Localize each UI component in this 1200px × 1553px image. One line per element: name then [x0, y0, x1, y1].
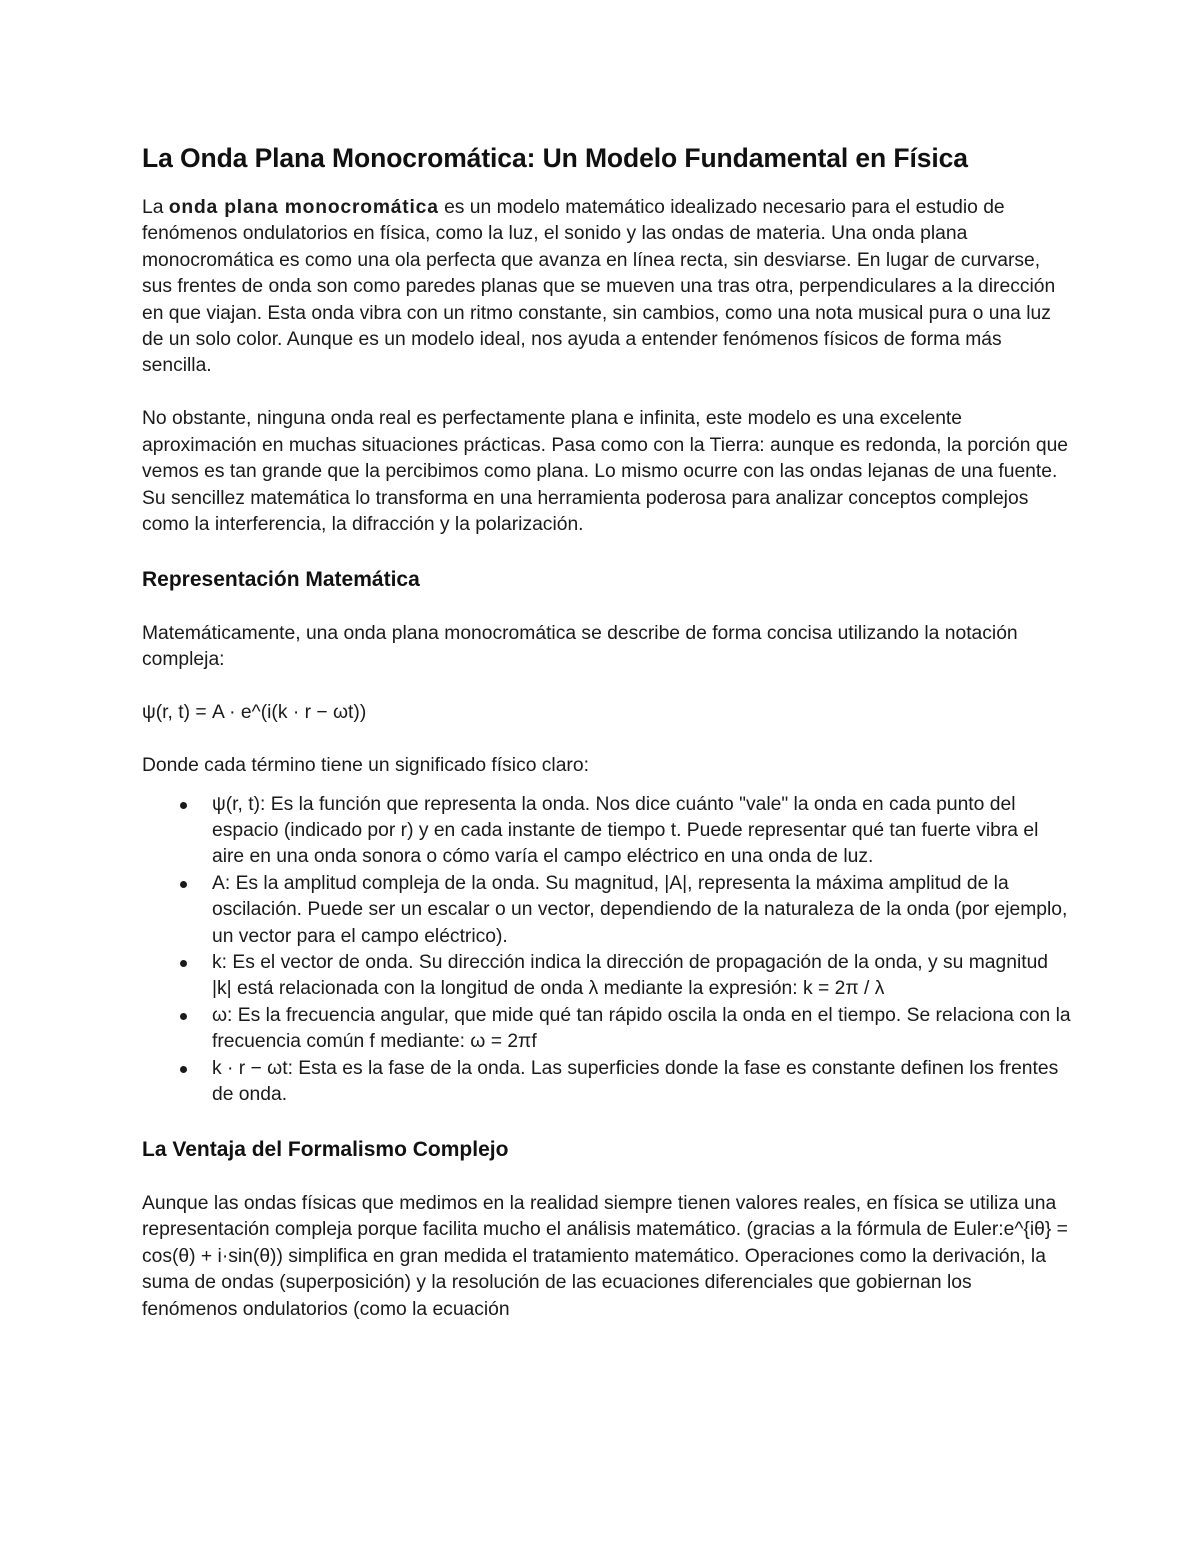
document-title: La Onda Plana Monocromática: Un Modelo Fundamental en Física	[142, 143, 968, 173]
list-item-text: A: Es la amplitud compleja de la onda. Su magnitud, |A|, representa la máxima amplitud de la oscilación. Puede ser un escalar o un vector, dependiendo de la naturaleza de la onda (por ejemplo, un vector para el campo eléctrico).	[212, 872, 1068, 947]
list-item	[142, 950, 1072, 1003]
wave-formula: ψ(r, t) = A · e^(i(k · r − ωt))	[142, 702, 367, 724]
list-item	[142, 871, 1072, 950]
complex-paragraph: Aunque las ondas físicas que medimos en la realidad siempre tienen valores reales, en física se utiliza una representación compleja porque facilita mucho el análisis matemático. (gracias a la fórmula de Euler:e^{iθ} = cos(θ) + i·sin(θ)) simplifica en gran medida el tratamiento matemático. Operaciones como la derivación, la suma de ondas (superposición) y la resolución de las ecuaciones diferenciales que gobiernan los fenómenos ondulatorios (como la ecuación	[142, 1192, 1068, 1320]
list-item	[142, 1056, 1072, 1109]
intro-rest: es un modelo matemático idealizado necesario para el estudio de fenómenos ondulatorios en física, como la luz, el sonido y las ondas de materia. Una onda plana monocromática es como una ola perfecta que avanza en línea recta, sin desviarse. En lugar de curvarse, sus frentes de onda son como paredes planas que se mueven una tras otra, perpendiculares a la dirección en que viajan. Esta onda vibra con un ritmo constante, sin cambios, como una nota musical pura o una luz de un solo color. Aunque es un modelo ideal, nos ayuda a entender fenómenos físicos de forma más sencilla.	[142, 197, 1056, 377]
section-heading-complex: La Ventaja del Formalismo Complejo	[142, 1137, 509, 1161]
intro-lead: La	[142, 197, 169, 218]
list-item-text: k · r − ωt: Esta es la fase de la onda. Las superficies donde la fase es constante definen los frentes de onda.	[212, 1057, 1059, 1105]
bullet-icon	[180, 1013, 187, 1020]
math-intro-paragraph: Matemáticamente, una onda plana monocromática se describe de forma concisa utilizando la notación compleja:	[142, 622, 1018, 671]
list-item-text: ω: Es la frecuencia angular, que mide qué tan rápido oscila la onda en el tiempo. Se relaciona con la frecuencia común f mediante: ω = 2πf	[212, 1004, 1071, 1053]
list-item-text: k: Es el vector de onda. Su dirección indica la dirección de propagación de la onda, y su magnitud |k| está relacionada con la longitud de onda λ mediante la expresión: k = 2π / λ	[212, 951, 1049, 1000]
bullet-icon	[180, 881, 187, 888]
section-heading-math: Representación Matemática	[142, 567, 420, 591]
approximation-paragraph: No obstante, ninguna onda real es perfectamente plana e infinita, este modelo es una excelente aproximación en muchas situaciones prácticas. Pasa como con la Tierra: aunque es redonda, la porción que vemos es tan grande que la percibimos como plana. Lo mismo ocurre con las ondas lejanas de una fuente. Su sencillez matemática lo transforma en una herramienta poderosa para analizar conceptos complejos como la interferencia, la difracción y la polarización.	[142, 408, 1069, 535]
intro-paragraph	[142, 195, 1072, 380]
document-page	[142, 138, 1072, 1349]
list-item-text: ψ(r, t): Es la función que representa la onda. Nos dice cuánto "vale" la onda en cada punto del espacio (indicado por r) y en cada instante de tiempo t. Puede representar qué tan fuerte vibra el aire en una onda sonora o cómo varía el campo eléctrico en una onda de luz.	[212, 793, 1039, 868]
bullet-icon	[180, 960, 187, 967]
list-item	[142, 792, 1072, 871]
terms-list	[142, 792, 1072, 1109]
terms-intro-paragraph: Donde cada término tiene un significado físico claro:	[142, 755, 589, 777]
bullet-icon	[180, 1066, 187, 1073]
bullet-icon	[180, 802, 187, 809]
intro-term: onda plana monocromática	[168, 197, 439, 218]
list-item	[142, 1003, 1072, 1056]
